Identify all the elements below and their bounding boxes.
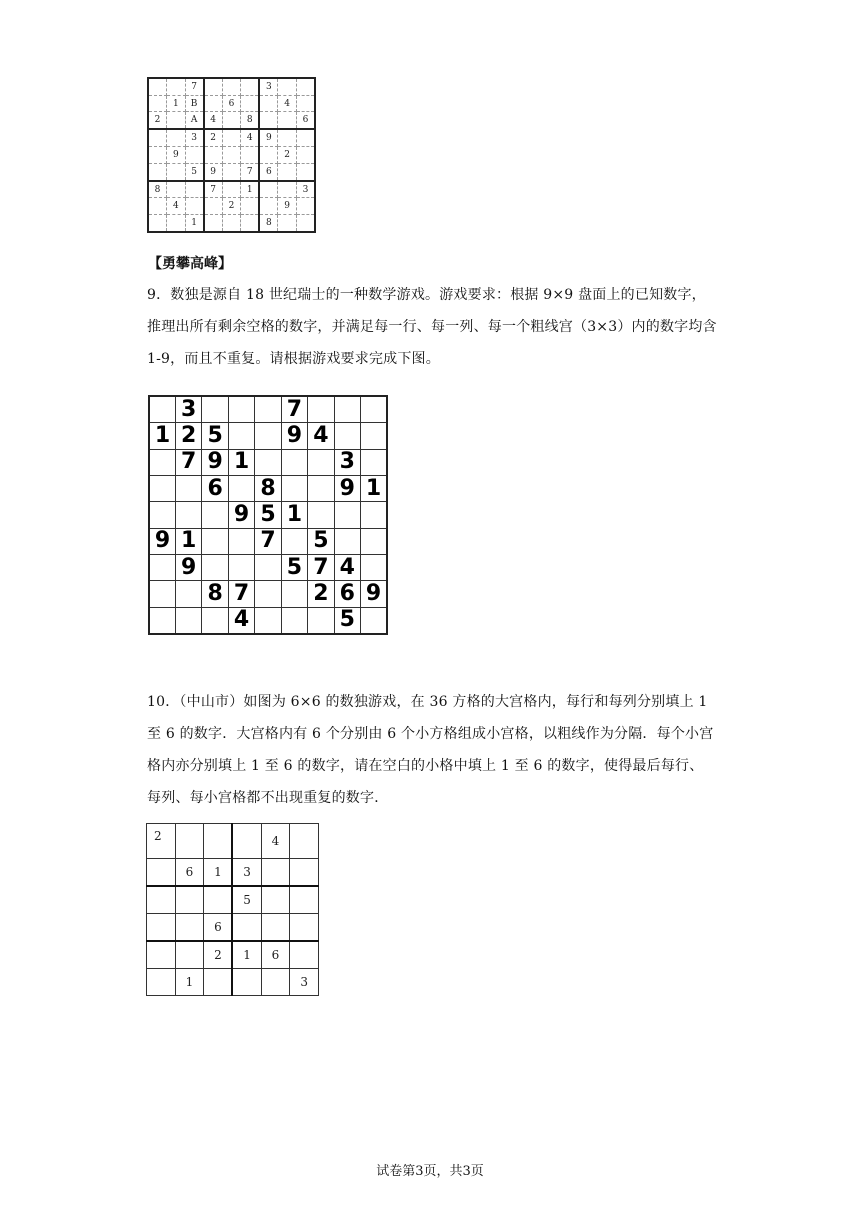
grid-cell: [261, 859, 290, 886]
grid-cell: [147, 914, 176, 941]
grid-cell: 2: [204, 941, 233, 968]
grid-cell: A: [185, 112, 204, 129]
grid-cell: [232, 914, 261, 941]
grid-cell: [361, 423, 388, 449]
grid-cell: [149, 607, 175, 634]
grid-row: [148, 181, 315, 198]
grid-cell: [255, 396, 281, 423]
grid-cell: [278, 112, 297, 129]
grid-cell: [204, 78, 223, 95]
grid-cell: [361, 396, 388, 423]
grid-cell: 9: [259, 129, 278, 146]
grid-cell: 9: [361, 581, 388, 607]
grid-cell: [175, 914, 204, 941]
grid-cell: 9: [149, 528, 175, 554]
grid-cell: [232, 824, 261, 859]
grid-cell: 6: [259, 163, 278, 180]
grid-cell: [222, 147, 241, 164]
grid-cell: 2: [148, 112, 167, 129]
sudoku-grid-small: [147, 77, 316, 233]
grid-cell: [175, 824, 204, 859]
grid-cell: 4: [228, 607, 254, 634]
grid-cell: 3: [175, 396, 201, 423]
grid-cell: 3: [334, 449, 360, 475]
grid-cell: [278, 129, 297, 146]
grid-cell: 1: [241, 181, 260, 198]
grid-cell: 6: [222, 95, 241, 112]
grid-cell: [241, 78, 260, 95]
grid-cell: 1: [204, 859, 233, 886]
grid-row: [148, 112, 315, 129]
grid-cell: [185, 181, 204, 198]
grid-row: [149, 502, 387, 528]
grid-cell: [202, 528, 228, 554]
grid-cell: 2: [278, 147, 297, 164]
grid-cell: [228, 476, 254, 502]
grid-cell: [308, 396, 334, 423]
grid-cell: 4: [261, 824, 290, 859]
grid-cell: [255, 554, 281, 580]
grid-cell: [255, 423, 281, 449]
grid-cell: [228, 554, 254, 580]
grid-row: [148, 215, 315, 232]
sudoku-grid-6x6: [146, 823, 319, 996]
grid-cell: [259, 198, 278, 215]
grid-cell: [185, 147, 204, 164]
grid-cell: [148, 95, 167, 112]
grid-cell: 4: [241, 129, 260, 146]
grid-cell: [261, 886, 290, 913]
grid-cell: 5: [202, 423, 228, 449]
grid-cell: B: [185, 95, 204, 112]
grid-cell: 4: [308, 423, 334, 449]
grid-cell: [167, 129, 186, 146]
grid-row: [147, 824, 319, 859]
grid-cell: [290, 914, 319, 941]
grid-cell: [308, 476, 334, 502]
grid-cell: [296, 198, 315, 215]
grid-cell: [202, 554, 228, 580]
grid-cell: [228, 528, 254, 554]
grid-row: [149, 476, 387, 502]
grid-row: [148, 129, 315, 146]
grid-cell: [149, 449, 175, 475]
grid-cell: [261, 969, 290, 996]
grid-cell: [334, 396, 360, 423]
grid-cell: [281, 581, 307, 607]
grid-cell: 1: [228, 449, 254, 475]
grid-cell: [241, 95, 260, 112]
grid-cell: [232, 969, 261, 996]
grid-cell: [281, 528, 307, 554]
grid-cell: 4: [167, 198, 186, 215]
grid-cell: [228, 423, 254, 449]
grid-cell: 6: [202, 476, 228, 502]
grid-cell: 1: [167, 95, 186, 112]
grid-cell: [296, 163, 315, 180]
grid-cell: [147, 859, 176, 886]
grid-cell: 9: [204, 163, 223, 180]
grid-cell: [149, 476, 175, 502]
grid-cell: [308, 449, 334, 475]
grid-cell: 6: [334, 581, 360, 607]
grid-cell: [361, 554, 388, 580]
grid-cell: 7: [204, 181, 223, 198]
grid-cell: 9: [228, 502, 254, 528]
grid-cell: [222, 112, 241, 129]
grid-cell: 1: [232, 941, 261, 968]
grid-row: [148, 163, 315, 180]
grid-row: [149, 607, 387, 634]
grid-cell: [204, 215, 223, 232]
grid-cell: [278, 181, 297, 198]
grid-row: [149, 396, 387, 423]
grid-cell: 1: [175, 969, 204, 996]
grid-cell: [222, 129, 241, 146]
grid-row: [147, 969, 319, 996]
grid-cell: [202, 607, 228, 634]
grid-cell: [204, 95, 223, 112]
grid-cell: [204, 969, 233, 996]
grid-cell: [175, 607, 201, 634]
grid-cell: [255, 607, 281, 634]
grid-cell: [308, 607, 334, 634]
grid-cell: 7: [241, 163, 260, 180]
grid-cell: [296, 95, 315, 112]
grid-cell: 3: [296, 181, 315, 198]
grid-cell: [167, 163, 186, 180]
grid-cell: 5: [232, 886, 261, 913]
grid-row: [149, 581, 387, 607]
grid-cell: [222, 78, 241, 95]
grid-cell: [308, 502, 334, 528]
grid-cell: [296, 129, 315, 146]
grid-cell: [334, 502, 360, 528]
grid-cell: [148, 198, 167, 215]
grid-cell: [167, 78, 186, 95]
grid-cell: [222, 163, 241, 180]
grid-cell: [278, 163, 297, 180]
grid-row: [149, 528, 387, 554]
grid-row: [148, 95, 315, 112]
grid-cell: [290, 941, 319, 968]
grid-cell: [296, 78, 315, 95]
grid-cell: [296, 147, 315, 164]
grid-cell: [241, 198, 260, 215]
grid-cell: [149, 502, 175, 528]
grid-cell: [361, 528, 388, 554]
grid-cell: [281, 607, 307, 634]
grid-cell: 3: [259, 78, 278, 95]
grid-cell: [255, 449, 281, 475]
grid-cell: 9: [281, 423, 307, 449]
grid-cell: 3: [290, 969, 319, 996]
grid-cell: [167, 181, 186, 198]
grid-row: [147, 859, 319, 886]
grid-cell: 8: [202, 581, 228, 607]
grid-cell: 7: [175, 449, 201, 475]
grid-cell: 5: [255, 502, 281, 528]
grid-row: [148, 147, 315, 164]
grid-cell: [334, 528, 360, 554]
grid-cell: [175, 476, 201, 502]
grid-cell: [185, 198, 204, 215]
grid-row: [149, 449, 387, 475]
grid-cell: [175, 502, 201, 528]
grid-cell: 6: [261, 941, 290, 968]
grid-cell: [147, 941, 176, 968]
grid-cell: 6: [204, 914, 233, 941]
grid-cell: [241, 215, 260, 232]
grid-cell: 7: [281, 396, 307, 423]
grid-cell: 4: [204, 112, 223, 129]
grid-cell: 8: [255, 476, 281, 502]
grid-cell: [167, 215, 186, 232]
grid-cell: 3: [185, 129, 204, 146]
grid-cell: [334, 423, 360, 449]
grid-row: [147, 914, 319, 941]
grid-cell: 5: [308, 528, 334, 554]
grid-cell: [148, 129, 167, 146]
grid-cell: 9: [202, 449, 228, 475]
grid-cell: 7: [185, 78, 204, 95]
grid-cell: 3: [232, 859, 261, 886]
grid-cell: [147, 969, 176, 996]
grid-cell: [361, 502, 388, 528]
question-9-text: 9．数独是源自 18 世纪瑞士的一种数学游戏。游戏要求：根据 9×9 盘面上的已知数字，推理出所有剩余空格的数字，并满足每一行、每一列、每一个粗线宫（3×3）内的数字均含 1-9，而且不重复。请根据游戏要求完成下图。: [147, 287, 717, 367]
grid-cell: [290, 824, 319, 859]
grid-cell: 9: [175, 554, 201, 580]
grid-cell: [261, 914, 290, 941]
grid-cell: 7: [308, 554, 334, 580]
grid-row: [148, 78, 315, 95]
question-10-text: 10．（中山市）如图为 6×6 的数独游戏，在 36 方格的大宫格内，每行和每列分别填上 1 至 6 的数字．大宫格内有 6 个分别由 6 个小方格组成小宫格，以粗线作为分隔．每个小宫格内亦分别填上 1 至 6 的数字，请在空白的小格中填上 1 至 6 的数字，使得最后每行、每列、每小宫格都不出现重复的数字．: [147, 694, 714, 806]
grid-row: [147, 941, 319, 968]
grid-cell: [228, 396, 254, 423]
grid-cell: 6: [296, 112, 315, 129]
grid-cell: [361, 449, 388, 475]
grid-cell: [281, 449, 307, 475]
grid-cell: [148, 147, 167, 164]
grid-cell: 8: [241, 112, 260, 129]
grid-cell: [204, 824, 233, 859]
grid-cell: [175, 581, 201, 607]
grid-cell: [361, 607, 388, 634]
grid-cell: 2: [147, 824, 176, 859]
grid-cell: 4: [334, 554, 360, 580]
grid-cell: [148, 215, 167, 232]
grid-cell: [167, 112, 186, 129]
grid-cell: [259, 181, 278, 198]
grid-cell: [290, 886, 319, 913]
grid-cell: [255, 581, 281, 607]
grid-cell: 5: [185, 163, 204, 180]
grid-cell: 8: [148, 181, 167, 198]
grid-cell: [222, 181, 241, 198]
grid-cell: 1: [281, 502, 307, 528]
grid-cell: [202, 502, 228, 528]
grid-cell: [175, 941, 204, 968]
grid-row: [147, 886, 319, 913]
grid-cell: [148, 163, 167, 180]
grid-cell: [278, 78, 297, 95]
grid-cell: 5: [281, 554, 307, 580]
grid-cell: 7: [228, 581, 254, 607]
page-footer: 试卷第3页，共3页: [376, 1164, 484, 1179]
grid-cell: [241, 147, 260, 164]
grid-row: [148, 198, 315, 215]
grid-cell: 7: [255, 528, 281, 554]
grid-cell: [149, 396, 175, 423]
grid-cell: [278, 215, 297, 232]
grid-cell: [204, 886, 233, 913]
grid-cell: [222, 215, 241, 232]
grid-cell: [204, 198, 223, 215]
grid-cell: [259, 147, 278, 164]
grid-cell: 1: [361, 476, 388, 502]
grid-cell: [204, 147, 223, 164]
grid-cell: 2: [308, 581, 334, 607]
grid-cell: 1: [149, 423, 175, 449]
grid-row: [149, 423, 387, 449]
grid-cell: [148, 78, 167, 95]
grid-cell: [147, 886, 176, 913]
grid-cell: 9: [278, 198, 297, 215]
grid-cell: 5: [334, 607, 360, 634]
grid-cell: [281, 476, 307, 502]
grid-cell: 1: [175, 528, 201, 554]
section-title: 【勇攀高峰】: [148, 256, 232, 272]
grid-cell: [149, 554, 175, 580]
grid-cell: 6: [175, 859, 204, 886]
grid-cell: [296, 215, 315, 232]
grid-cell: 2: [175, 423, 201, 449]
grid-cell: [290, 859, 319, 886]
grid-cell: 1: [185, 215, 204, 232]
grid-cell: 9: [167, 147, 186, 164]
sudoku-grid-9x9: [148, 395, 388, 635]
grid-cell: [175, 886, 204, 913]
grid-cell: 9: [334, 476, 360, 502]
grid-row: [149, 554, 387, 580]
grid-cell: 2: [204, 129, 223, 146]
grid-cell: [202, 396, 228, 423]
grid-cell: 2: [222, 198, 241, 215]
grid-cell: 4: [278, 95, 297, 112]
grid-cell: 8: [259, 215, 278, 232]
grid-cell: [149, 581, 175, 607]
grid-cell: [259, 95, 278, 112]
grid-cell: [259, 112, 278, 129]
